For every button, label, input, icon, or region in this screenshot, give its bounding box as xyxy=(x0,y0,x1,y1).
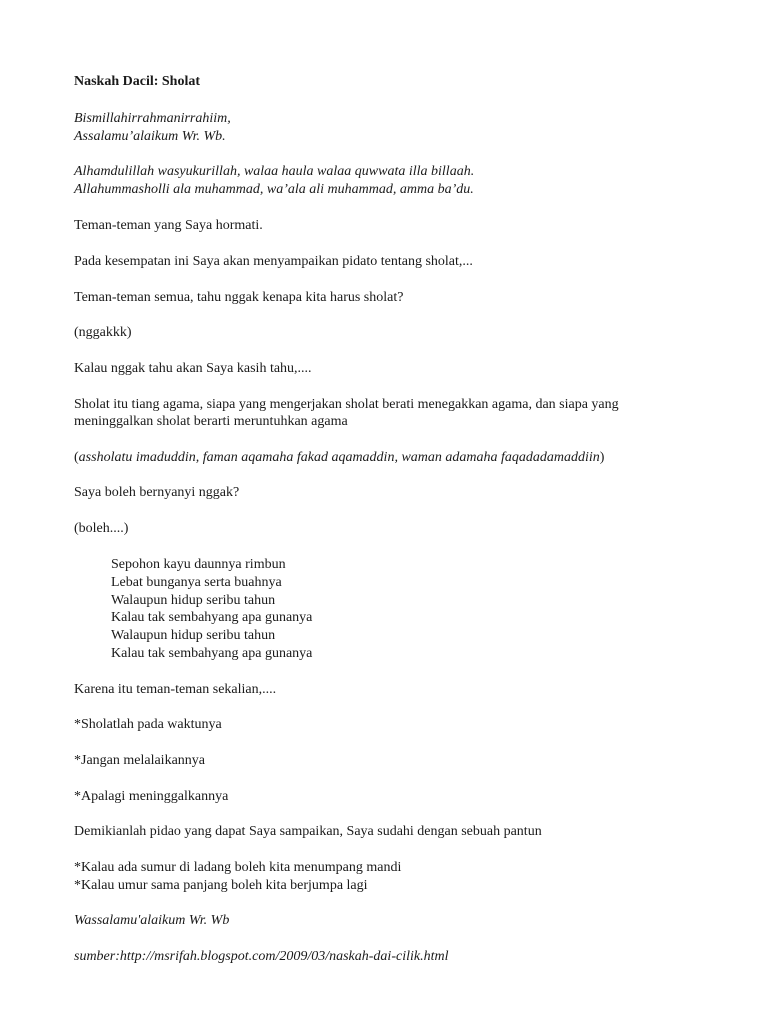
question-line: Teman-teman semua, tahu nggak kenapa kita harus sholat? xyxy=(74,290,404,305)
pantun-line-2: *Kalau umur sama panjang boleh kita berjumpa lagi xyxy=(74,878,368,893)
reply-line-2: (boleh....) xyxy=(74,521,129,536)
pantun-line-1: *Kalau ada sumur di ladang boleh kita menumpang mandi xyxy=(74,860,402,875)
therefore-line: Karena itu teman-teman sekalian,.... xyxy=(74,682,277,697)
song-line-4: Kalau tak sembahyang apa gunanya xyxy=(111,610,313,625)
intro-line: Pada kesempatan ini Saya akan menyampaikan pidato tentang sholat,... xyxy=(74,254,473,269)
closing-line: Demikianlah pidao yang dapat Saya sampaikan, Saya sudahi dengan sebuah pantun xyxy=(74,824,542,839)
praise-line-1: Alhamdulillah wasyukurillah, walaa haula walaa quwwata illa billaah. xyxy=(74,164,475,179)
song-line-5: Walaupun hidup seribu tahun xyxy=(111,628,276,643)
source-line: sumber:http://msrifah.blogspot.com/2009/03/naskah-dai-cilik.html xyxy=(74,949,449,964)
reply-line-1: (nggakkk) xyxy=(74,325,132,340)
song-line-3: Walaupun hidup seribu tahun xyxy=(111,593,276,608)
hadith-open: ( xyxy=(74,450,79,465)
point-1: *Sholatlah pada waktunya xyxy=(74,717,222,732)
document-title: Naskah Dacil: Sholat xyxy=(74,74,201,89)
hadith-text: assholatu imaduddin, faman aqamaha fakad aqamaddin, waman adamaha faqadadamaddiin xyxy=(78,450,600,465)
hadith-close: ) xyxy=(599,450,605,465)
song-line-1: Sepohon kayu daunnya rimbun xyxy=(111,557,286,572)
explain-line-2: meninggalkan sholat berarti meruntuhkan agama xyxy=(74,414,348,429)
hadith-line xyxy=(74,449,604,467)
tell-line: Kalau nggak tahu akan Saya kasih tahu,.... xyxy=(74,361,312,376)
song-line-6: Kalau tak sembahyang apa gunanya xyxy=(111,646,313,661)
sing-line: Saya boleh bernyanyi nggak? xyxy=(74,485,240,500)
point-3: *Apalagi meninggalkannya xyxy=(74,789,229,804)
praise-line-2: Allahummasholli ala muhammad, wa’ala ali muhammad, amma ba’du. xyxy=(74,182,474,197)
song-line-2: Lebat bunganya serta buahnya xyxy=(111,575,282,590)
point-2: *Jangan melalaikannya xyxy=(74,753,206,768)
farewell-line: Wassalamu'alaikum Wr. Wb xyxy=(74,913,230,928)
explain-line-1: Sholat itu tiang agama, siapa yang mengerjakan sholat berati menegakkan agama, dan siapa yang xyxy=(74,397,619,412)
address-line: Teman-teman yang Saya hormati. xyxy=(74,218,263,233)
greeting-line-1: Bismillahirrahmanirrahiim, xyxy=(74,111,231,126)
greeting-line-2: Assalamu’alaikum Wr. Wb. xyxy=(74,129,226,144)
